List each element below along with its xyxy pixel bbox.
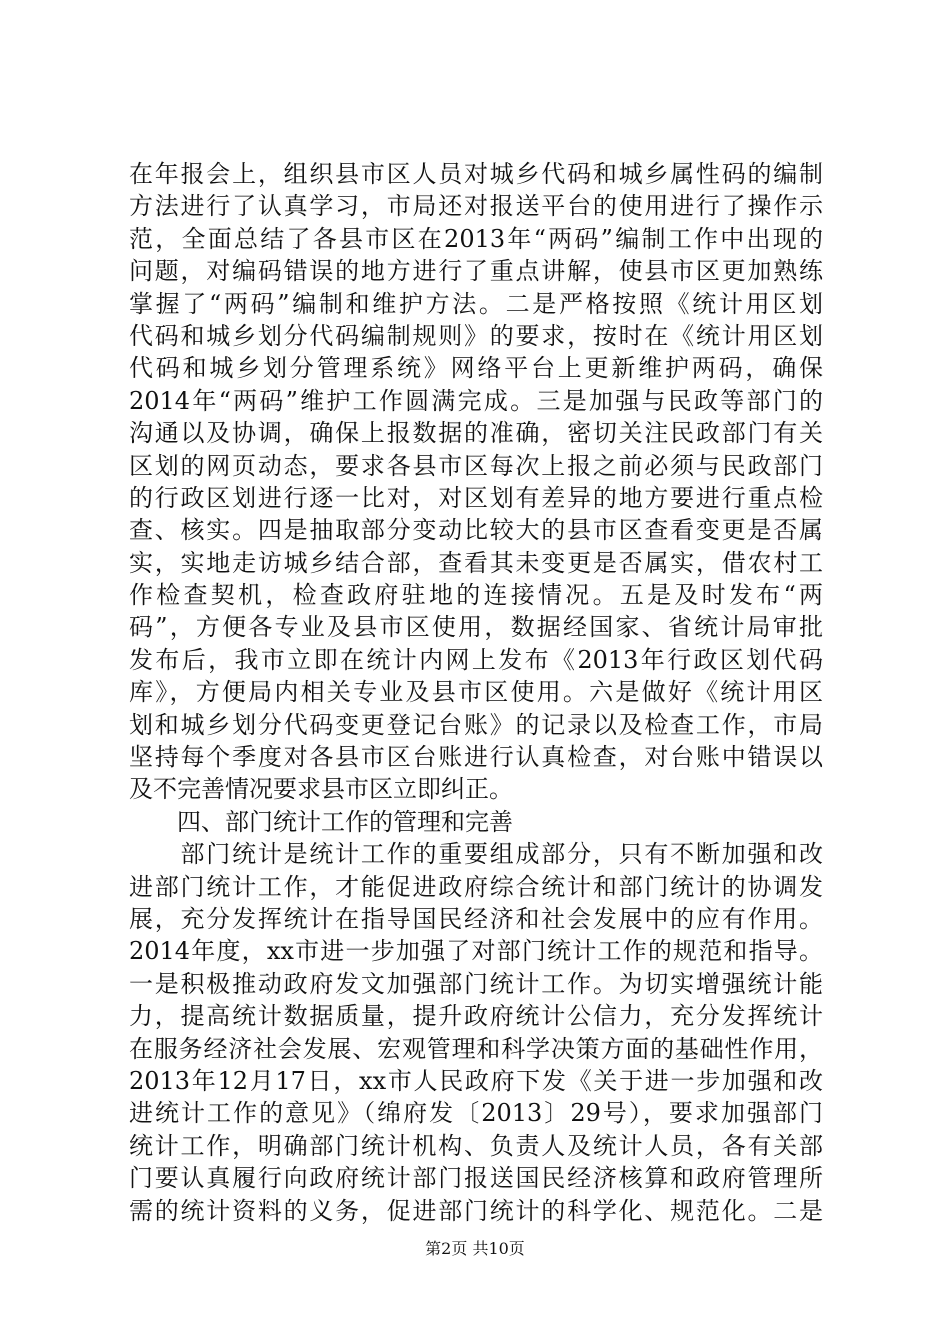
text-line: 区划的网页动态，要求各县市区每次上报之前必须与民政部门: [129, 451, 823, 480]
text-line: 代码和城乡划分代码编制规则》的要求，按时在《统计用区划: [129, 321, 823, 350]
text-line: 问题，对编码错误的地方进行了重点讲解，使县市区更加熟练: [129, 257, 823, 286]
text-line: 力，提高统计数据质量，提升政府统计公信力，充分发挥统计: [129, 1002, 823, 1031]
text-line: 部门统计是统计工作的重要组成部分，只有不断加强和改: [129, 840, 823, 869]
text-line: 实，实地走访城乡结合部，查看其未变更是否属实，借农村工: [129, 548, 823, 577]
text-line: 门要认真履行向政府统计部门报送国民经济核算和政府管理所: [129, 1164, 823, 1193]
text-line: 库》，方便局内相关专业及县市区使用。六是做好《统计用区: [129, 678, 823, 707]
text-line: 代码和城乡划分管理系统》网络平台上更新维护两码，确保: [129, 354, 823, 383]
text-line: 展，充分发挥统计在指导国民经济和社会发展中的应有作用。: [129, 904, 823, 933]
text-line: 2013年12月17日，xx市人民政府下发《关于进一步加强和改: [129, 1066, 823, 1095]
text-line: 2014年度，xx市进一步加强了对部门统计工作的规范和指导。: [129, 937, 823, 966]
text-line: 统计工作，明确部门统计机构、负责人及统计人员，各有关部: [129, 1131, 823, 1160]
text-line: 发布后，我市立即在统计内网上发布《2013年行政区划代码: [129, 645, 823, 674]
paragraph-1: [129, 158, 823, 806]
text-line: 码”，方便各专业及县市区使用，数据经国家、省统计局审批: [129, 613, 823, 642]
text-line: 作检查契机，检查政府驻地的连接情况。五是及时发布“两: [129, 581, 823, 610]
text-line: 2014年“两码”维护工作圆满完成。三是加强与民政等部门的: [129, 386, 823, 415]
text-line: 范，全面总结了各县市区在2013年“两码”编制工作中出现的: [129, 224, 823, 253]
text-line: 沟通以及协调，确保上报数据的准确，密切关注民政部门有关: [129, 419, 823, 448]
text-line: 掌握了“两码”编制和维护方法。二是严格按照《统计用区划: [129, 289, 823, 318]
text-line: 在年报会上，组织县市区人员对城乡代码和城乡属性码的编制: [129, 160, 823, 188]
text-line: 查、核实。四是抽取部分变动比较大的县市区查看变更是否属: [129, 516, 823, 545]
text-line: 进统计工作的意见》（绵府发〔2013〕29号），要求加强部门: [129, 1099, 823, 1128]
text-line: 的行政区划进行逐一比对，对区划有差异的地方要进行重点检: [129, 483, 823, 512]
text-line: 划和城乡划分代码变更登记台账》的记录以及检查工作，市局: [129, 710, 823, 739]
text-line: 一是积极推动政府发文加强部门统计工作。为切实增强统计能: [129, 969, 823, 998]
section-heading: 四、部门统计工作的管理和完善: [129, 807, 513, 836]
text-line: 方法进行了认真学习，市局还对报送平台的使用进行了操作示: [129, 192, 823, 221]
text-line: 坚持每个季度对各县市区台账进行认真检查，对台账中错误以: [129, 743, 823, 772]
text-line: 需的统计资料的义务，促进部门统计的科学化、规范化。二是: [129, 1196, 823, 1225]
text-line: 进部门统计工作，才能促进政府综合统计和部门统计的协调发: [129, 872, 823, 901]
paragraph-2: [129, 838, 823, 1227]
text-line: 及不完善情况要求县市区立即纠正。: [129, 775, 513, 804]
page-footer: 第2页 共10页: [425, 1239, 525, 1258]
document-body: [129, 158, 823, 1227]
text-line: 在服务经济社会发展、宏观管理和科学决策方面的基础性作用，: [129, 1034, 823, 1063]
